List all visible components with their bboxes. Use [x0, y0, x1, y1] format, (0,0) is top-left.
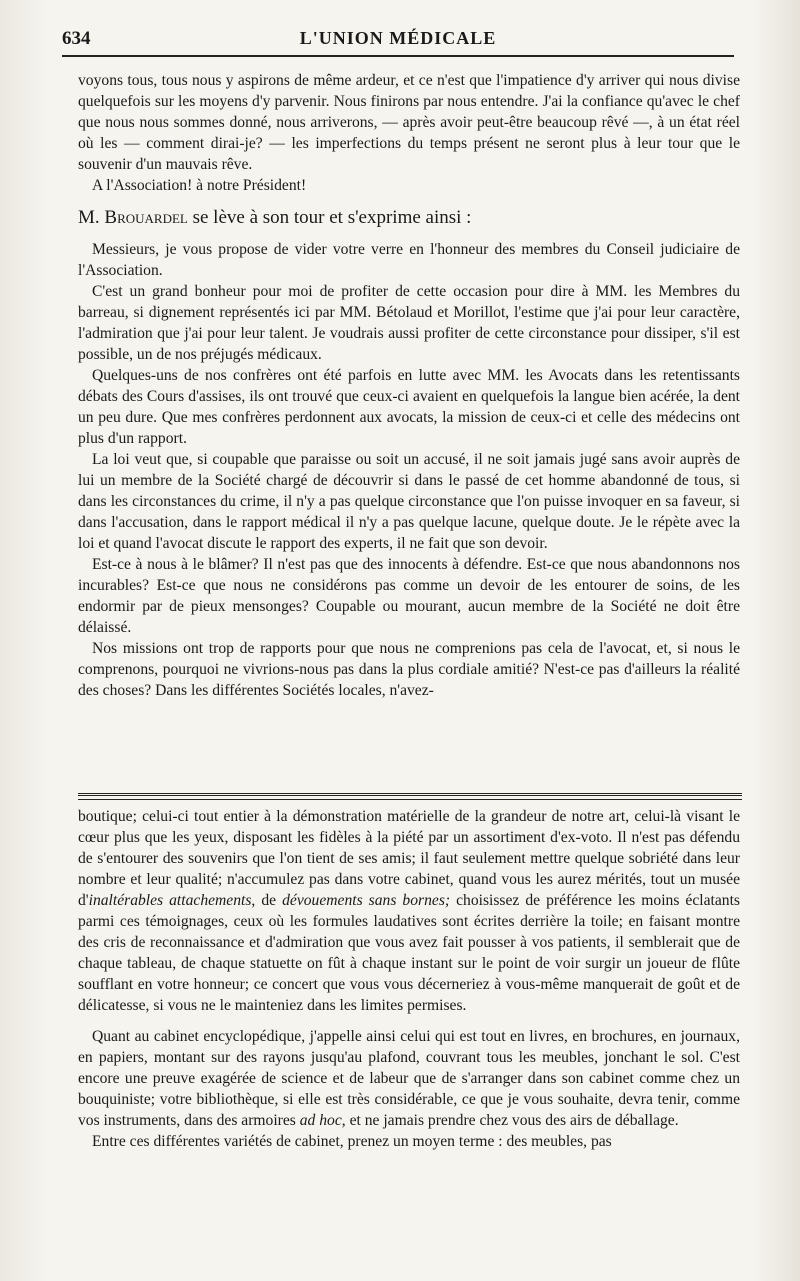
section-separator-rule [78, 793, 742, 800]
paragraph: C'est un grand bonheur pour moi de profiter de cette occasion pour dire à MM. les Membres du barreau, si dignement représentés ici par MM. Bétolaud et Morillot, l'estime que j'ai pour leur caractère, l'admiration que j'ai pour leur talent. Je voudrais aussi profiter de cette circonstance pour dissiper, s'il est possible, un de nos préjugés médicaux. [78, 283, 740, 363]
text-run: choisissez de préférence les moins éclatants parmi ces témoignages, ceux où les formules laudatives sont écrites derrière la toile; en faisant montre des cris de reconnaissance et d'admiration que vous avez fait pousser à vos patients, il semblerait que de chaque tableau, de chaque statuette on fût à chaque instant sur le point de voir surgir un joueur de flûte soufflant en votre honneur; ce concert que vous vous décerneriez à vous-même manquerait de goût et de délicatesse, si vous ne le mainteniez dans les limites permises. [78, 892, 740, 1014]
paragraph: Nos missions ont trop de rapports pour que nous ne comprenions pas cela de l'avocat, et, si nous le comprenons, pourquoi ne vivrions-nous pas dans la plus cordiale amitié? N'est-ce pas d'ailleurs la réalité des choses? Dans les différentes Sociétés locales, n'avez- [78, 640, 740, 699]
page-number: 634 [62, 28, 91, 49]
italic-phrase: ad hoc [299, 1112, 342, 1129]
text-run: , et ne jamais prendre chez vous des airs de déballage. [341, 1112, 679, 1129]
speaker-intro: se lève à son tour et s'exprime ainsi : [192, 207, 472, 228]
paragraph: Entre ces différentes variétés de cabinet, prenez un moyen terme : des meubles, pas [92, 1133, 612, 1150]
paragraph: Quelques-uns de nos confrères ont été parfois en lutte avec MM. les Avocats dans les retentissants débats des Cours d'assises, ils ont trouvé que ceux-ci avaient en quelquefois la langue bien acérée, la dent un peu dure. Que mes confrères perdonnent aux avocats, la mission de ceux-ci et celle des médecins ont plus d'un rapport. [78, 367, 740, 447]
journal-title: L'UNION MÉDICALE [299, 28, 497, 48]
speaker-name: M. Brouardel [78, 207, 188, 228]
paragraph: voyons tous, tous nous y aspirons de même ardeur, et ce n'est que l'impatience d'y arriver qui nous divise quelquefois sur les moyens d'y parvenir. Nous finirons par nous entendre. J'ai la confiance qu'avec le chef que nous nous sommes donné, nous arriverons, — après avoir peut-être beaucoup rêvé —, à un état réel où les — comment dirai-je? — les imperfections du temps présent ne seront plus à leur tour que le souvenir d'un mauvais rêve. [78, 72, 740, 173]
text-run: Quant au cabinet encyclopédique, j'appelle ainsi celui qui est tout en livres, en brochures, en journaux, en papiers, montant sur des rayons jusqu'au plafond, couvrant tous les meubles, jonchant le sol. C'est encore une preuve exagérée de science et de labeur que de s'arranger dans son cabinet comme chez un bouquiniste; votre bibliothèque, si elle est très considérable, ce que je vous souhaite, devra tenir, comme vos instruments, dans des armoires [78, 1028, 740, 1129]
main-text-column [78, 70, 740, 701]
feuilleton-column [78, 806, 740, 1152]
italic-phrase: dévouements sans bornes; [282, 892, 451, 909]
toast-line: A l'Association! à notre Président! [92, 177, 307, 194]
text-run: , de [251, 892, 283, 909]
paragraph: La loi veut que, si coupable que paraisse ou soit un accusé, il ne soit jamais jugé sans avoir auprès de lui un membre de la Société chargé de découvrir si dans le passé de cet homme abandonné de tous, si dans les circonstances du crime, il n'y a pas quelque circonstance que l'on puisse invoquer en sa faveur, si dans l'accusation, dans le rapport médical il n'y a pas quelque lacune, quelque doute. Je le répète avec la loi et quand l'avocat discute le rapport des experts, il ne fait que son devoir. [78, 451, 740, 552]
running-header [62, 26, 734, 54]
text-run: boutique; celui-ci tout entier à la démonstration matérielle de la grandeur de notre art, celui-là visant le cœur plus que les yeux, disposant les fidèles à la piété par un assortiment d'ex-voto. Il n'est pas défendu de s'entourer des souvenirs que l'on tient de ses amis; il faut seulement mettre quelque sobriété dans leur nombre et leur qualité; n'accumulez pas dans votre cabinet, quand vous les aurez mérités, tout un musée d' [78, 808, 740, 909]
paragraph: Est-ce à nous à le blâmer? Il n'est pas que des innocents à défendre. Est-ce que nous abandonnons nos incurables? Est-ce que nous ne considérons pas comme un devoir de les entourer de soins, de les endormir par de pieux mensonges? Coupable ou mourant, aucun membre de la Société ne doit être délaissé. [78, 556, 740, 636]
paragraph [78, 1026, 740, 1131]
paragraph [78, 806, 740, 1016]
speaker-heading [78, 205, 740, 231]
paragraph: Messieurs, je vous propose de vider votre verre en l'honneur des membres du Conseil judiciaire de l'Association. [78, 241, 740, 279]
italic-phrase: inaltérables attachements [88, 892, 252, 909]
header-rule [62, 55, 734, 57]
